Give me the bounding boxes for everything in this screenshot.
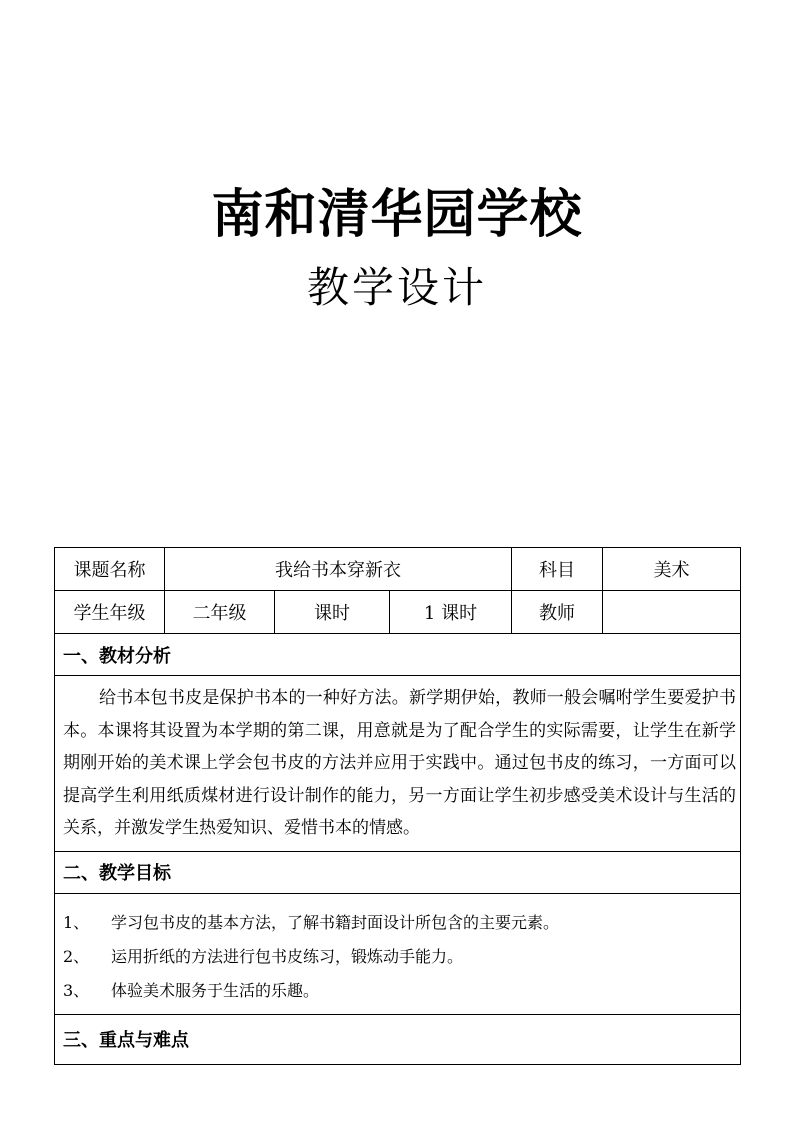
teacher-label: 教师 (512, 591, 603, 634)
goal-number: 1、 (63, 912, 90, 932)
goal-number: 2、 (63, 946, 90, 966)
subject-value: 美术 (603, 548, 741, 591)
lesson-plan-table (54, 547, 741, 1065)
goals-list (55, 893, 741, 1014)
topic-value: 我给书本穿新衣 (165, 548, 512, 591)
info-row-grade (55, 591, 741, 634)
key-points-section-title: 三、重点与难点 (55, 1014, 741, 1064)
period-label: 课时 (275, 591, 390, 634)
info-row-topic (55, 548, 741, 591)
list-item (63, 940, 734, 974)
teacher-value (603, 591, 741, 634)
document-type-title: 教学设计 (306, 263, 487, 312)
subject-label: 科目 (512, 548, 603, 591)
goal-text: 体验美术服务于生活的乐趣。 (111, 980, 320, 1000)
grade-value: 二年级 (165, 591, 275, 634)
analysis-paragraph: 给书本包书皮是保护书本的一种好方法。新学期伊始，教师一般会嘱咐学生要爱护书本。本课将其设置为本学期的第二课，用意就是为了配合学生的实际需要，让学生在新学期刚开始的美术课上学会包书皮的方法并应用于实践中。通过包书皮的练习，一方面可以提高学生利用纸质煤材进行设计制作的能力，另一方面让学生初步感受美术设计与生活的关系，并激发学生热爱知识、爱惜书本的情感。 (55, 676, 741, 852)
goals-header-row (55, 851, 741, 893)
goals-body-row (55, 893, 741, 1014)
topic-label: 课题名称 (55, 548, 165, 591)
list-item (63, 974, 734, 1008)
period-value: 1 课时 (390, 591, 512, 634)
school-name: 南和清华园学校 (211, 185, 583, 245)
goal-text: 运用折纸的方法进行包书皮练习，锻炼动手能力。 (111, 946, 464, 966)
goal-text: 学习包书皮的基本方法，了解书籍封面设计所包含的主要元素。 (111, 912, 560, 932)
goals-section-title: 二、教学目标 (55, 851, 741, 893)
key-points-header-row (55, 1014, 741, 1064)
goal-number: 3、 (63, 980, 90, 1000)
analysis-section-title: 一、教材分析 (55, 634, 741, 676)
grade-label: 学生年级 (55, 591, 165, 634)
list-item (63, 906, 734, 940)
analysis-header-row (55, 634, 741, 676)
analysis-body-row (55, 676, 741, 852)
